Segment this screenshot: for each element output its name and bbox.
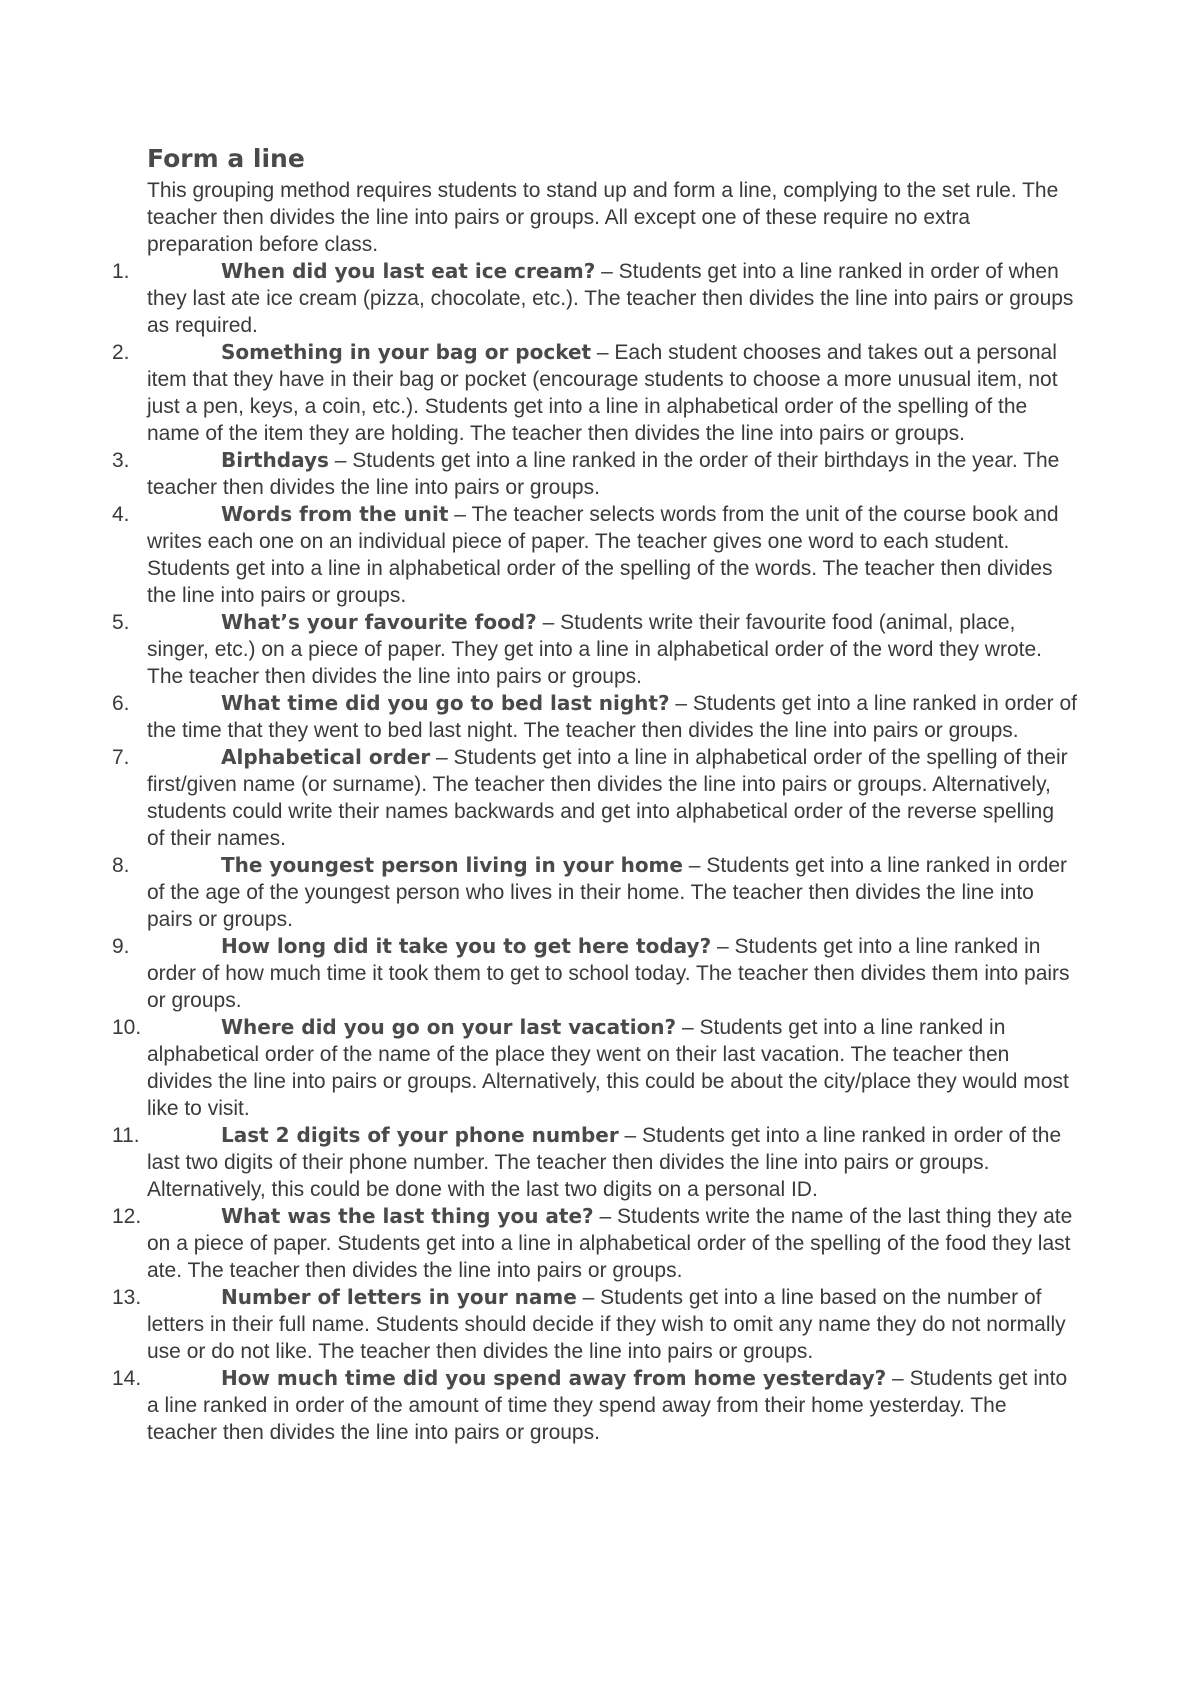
- item-heading: The youngest person living in your home: [221, 853, 683, 877]
- list-item: [0, 501, 1077, 609]
- list-item: [0, 1203, 1077, 1284]
- list-item: [0, 1122, 1077, 1203]
- item-text: – Students get into a line in alphabetical order of the spelling of their first/given name (or surname). The teacher then divides the line into pairs or groups. Alternatively, students could write their names backwards and get into alphabetical order of the reverse spelling of their names.: [147, 746, 1068, 850]
- list-item: [0, 1284, 1077, 1365]
- item-number: 7.: [112, 746, 130, 769]
- item-number: 11.: [112, 1124, 140, 1147]
- activity-list: [0, 258, 1100, 1446]
- item-heading: Words from the unit: [221, 502, 449, 526]
- item-text: – Students get into a line ranked in order of the time that they went to bed last night. The teacher then divides the line into pairs or groups.: [147, 692, 1078, 742]
- item-text: – Each student chooses and takes out a personal item that they have in their bag or pocket (encourage students to choose a more unusual item, not just a pen, keys, a coin, etc.). Students get into a line in alphabetical order of the spelling of the name of the item they are holding. The teacher then divides the line into pairs or groups.: [147, 341, 1058, 445]
- item-number: 14.: [112, 1367, 142, 1390]
- item-number: 5.: [112, 611, 130, 634]
- list-item: [0, 744, 1077, 852]
- item-text: – Students get into a line ranked in order of how much time it took them to get to school today. The teacher then divides them into pairs or groups.: [147, 935, 1070, 1012]
- item-text: – Students get into a line ranked in order of the last two digits of their phone number. The teacher then divides the line into pairs or groups. Alternatively, this could be done with the last two digits on a personal ID.: [147, 1124, 1062, 1201]
- item-text: – Students write the name of the last thing they ate on a piece of paper. Students get into a line in alphabetical order of the spelling of the food they last ate. The teacher then divides the line into pairs or groups.: [147, 1205, 1073, 1282]
- list-item: [0, 609, 1077, 690]
- item-text: – Students get into a line ranked in order of when they last ate ice cream (pizza, chocolate, etc.). The teacher then divides the line into pairs or groups as required.: [147, 260, 1074, 337]
- intro-paragraph: This grouping method requires students to stand up and form a line, complying to the set rule. The teacher then divides the line into pairs or groups. All except one of these require no extra preparation before class.: [147, 179, 1059, 256]
- list-item: [0, 258, 1077, 339]
- item-number: 2.: [112, 341, 130, 364]
- item-number: 12.: [112, 1205, 142, 1228]
- item-heading: When did you last eat ice cream?: [221, 259, 596, 283]
- item-text: – Students get into a line based on the number of letters in their full name. Students should decide if they wish to omit any name they do not normally use or do not like. The teacher then divides the line into pairs or groups.: [147, 1286, 1066, 1363]
- item-text: – Students get into a line ranked in order of the amount of time they spend away from their home yesterday. The teacher then divides the line into pairs or groups.: [147, 1367, 1068, 1444]
- list-item: [0, 690, 1077, 744]
- item-heading: How much time did you spend away from home yesterday?: [221, 1366, 887, 1390]
- item-heading: What was the last thing you ate?: [221, 1204, 594, 1228]
- item-number: 9.: [112, 935, 130, 958]
- section-title: Form a line: [147, 144, 305, 173]
- item-text: – Students get into a line ranked in alphabetical order of the name of the place they went on their last vacation. The teacher then divides the line into pairs or groups. Alternatively, this could be about the city/place they would most like to visit.: [147, 1016, 1069, 1120]
- item-number: 1.: [112, 260, 130, 283]
- list-item: [0, 339, 1077, 447]
- list-item: [0, 933, 1077, 1014]
- list-item: [0, 852, 1077, 933]
- item-text: – Students get into a line ranked in order of the age of the youngest person who lives in their home. The teacher then divides the line into pairs or groups.: [147, 854, 1068, 931]
- item-heading: Number of letters in your name: [221, 1285, 577, 1309]
- item-heading: Birthdays: [221, 448, 329, 472]
- item-heading: How long did it take you to get here today?: [221, 934, 712, 958]
- item-heading: Last 2 digits of your phone number: [221, 1123, 619, 1147]
- item-number: 3.: [112, 449, 130, 472]
- item-number: 13.: [112, 1286, 142, 1309]
- item-number: 6.: [112, 692, 130, 715]
- list-item: [0, 1014, 1077, 1122]
- list-item: [0, 447, 1077, 501]
- item-heading: Where did you go on your last vacation?: [221, 1015, 677, 1039]
- item-text: – The teacher selects words from the unit of the course book and writes each one on an individual piece of paper. The teacher gives one word to each student. Students get into a line in alphabetical order of the spelling of the words. The teacher then divides the line into pairs or groups.: [147, 503, 1059, 607]
- item-number: 4.: [112, 503, 130, 526]
- item-heading: Alphabetical order: [221, 745, 431, 769]
- item-heading: Something in your bag or pocket: [221, 340, 592, 364]
- item-text: – Students get into a line ranked in the order of their birthdays in the year. The teacher then divides the line into pairs or groups.: [147, 449, 1060, 499]
- item-text: – Students write their favourite food (animal, place, singer, etc.) on a piece of paper. They get into a line in alphabetical order of the word they wrote. The teacher then divides the line into pairs or groups.: [147, 611, 1042, 688]
- item-heading: What’s your favourite food?: [221, 610, 537, 634]
- item-number: 10.: [112, 1016, 142, 1039]
- item-heading: What time did you go to bed last night?: [221, 691, 670, 715]
- item-number: 8.: [112, 854, 130, 877]
- list-item: [0, 1365, 1077, 1446]
